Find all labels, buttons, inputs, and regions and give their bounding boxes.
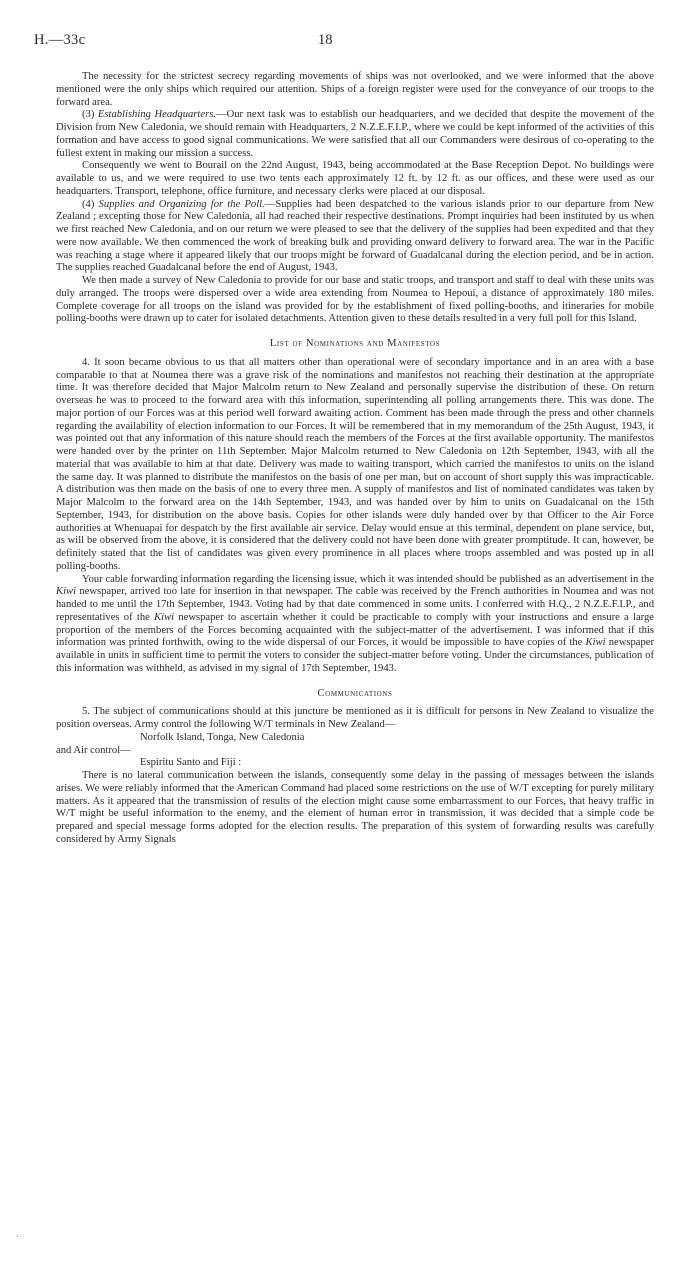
- paragraph-text: Your cable forwarding information regarding the licensing issue, which it was intended should be published as an advertisement in the: [82, 573, 654, 585]
- paragraph-ships-secrecy: The necessity for the strictest secrecy regarding movements of ships was not overlooked, and we were informed that the above mentioned were the only ships which required our attention. Ships of a foreign register were used for the conveyance of our troops to the forward area.: [56, 71, 654, 108]
- paragraph-survey: We then made a survey of New Caledonia to provide for our base and static troops, and transport and staff to deal with these units was duly arranged. The troops were dispersed over a wide area extending from Noumea to Hepoui, a distance of approximately 180 miles. Complete coverage for all troops on the island was provided for by the establishment of fixed polling-booths, and itineraries for mobile polling-booths were drawn up to cater for isolated detachments. Attention given to these details resulted in a very full poll for this Island.: [56, 275, 654, 325]
- paragraph-supplies: [56, 199, 654, 276]
- air-terminals-list: Espiritu Santo and Fiji :: [140, 757, 242, 769]
- margin-dot: [17, 1236, 18, 1237]
- air-control-intro: and Air control—: [56, 744, 131, 756]
- paragraph-lateral-communication: There is no lateral communication between the islands, consequently some delay in the passing of messages between the islands arises. We were reliably informed that the American Command had placed some restrictions on the use of W/T excepting for purely military matters. As it appeared that the transmission of results of the election might cause some embarrassment to our Forces, that heavy traffic in W/T might be useful information to the enemy, and the element of human error in transmission, it was decided that a simple code be prepared and special message forms adopted for the election results. The preparation of this system of forwarding results was carefully considered by Army Signals: [56, 770, 654, 845]
- page-number: 18: [318, 32, 333, 48]
- paragraph-text: newspaper to ascertain whether it could be practicable to comply with your instructions and ensure a large proportion of the members of the Forces becoming acquainted with the subject-matter of the advertisement. I was informed that if this information was printed forthwith, owing to the wide dispersal of our Forces, it would be impossible to have copies of the: [56, 611, 654, 649]
- subheading-establishing-headquarters: Establishing Headquarters.: [97, 109, 216, 121]
- newspaper-name: Kiwi: [585, 637, 606, 649]
- paragraph-bourail: Consequently we went to Bourail on the 22nd August, 1943, being accommodated at the Base Reception Depot. No buildings were available to us, and we were required to use two tents each approximately 12 ft. by 12 ft. as our offices, and these were used as our headquarters. Transport, telephone, office furniture, and necessary clerks were placed at our disposal.: [56, 160, 654, 197]
- item-number: (3): [82, 109, 98, 121]
- section-heading-nominations: List of Nominations and Manifestos: [269, 338, 441, 349]
- paragraph-text: newspaper available in units in sufficient time to permit the voters to consider the subject-matter before voting. Under the circumstances, publication of this information was withheld, as advised in my signal of 17th September, 1943.: [56, 637, 654, 674]
- paragraph-text: —Supplies had been despatched to the various islands prior to our departure from New Zealand ; excepting those for New Caledonia, all had reached their respective destinations. Prompt inquiries had been instituted by us when we first reached New Caledonia, and on our return we were pleased to see that the delivery of the supplies had been expedited and that they were now available. We then commenced the work of breaking bulk and providing onward delivery to forward area. The war in the Pacific was reaching a stage where it appeared likely that our troops might be forward of Guadalcanal during the election period, and be in action. The supplies reached Guadalcanal before the end of August, 1943.: [56, 198, 654, 274]
- item-number: (4): [82, 198, 99, 210]
- document-page: [34, 30, 654, 847]
- running-header: [34, 30, 654, 58]
- newspaper-name: Kiwi: [154, 611, 175, 623]
- newspaper-name: Kiwi: [56, 586, 77, 598]
- paragraph-establishing-headquarters: [56, 109, 654, 160]
- paragraph-licensing-cable: [56, 574, 654, 676]
- army-terminals-list: Norfolk Island, Tonga, New Caledonia: [140, 731, 305, 743]
- paragraph-text: —Our next task was to establish our headquarters, and we decided that despite the movement of the Division from New Caledonia, we should remain with Headquarters, 2 N.Z.E.F.I.P., where we could be kept informed of the activities of this formation and have access to good signal communications. We were satisfied that all our Commanders were desirous of co-operating to the fullest extent in making our mission a success.: [56, 109, 654, 159]
- paragraph-nominations: 4. It soon became obvious to us that all matters other than operational were of secondary importance and in an area with a base comparable to that at Noumea there was a grave risk of the nominations and manifestos not reaching their destination at the appropriate time. It was therefore decided that Major Malcolm return to New Zealand and personally supervise the distribution of these. On return overseas he was to proceed to the forward area with this information, superintending all polling arrangements there. This was done. The major portion of our Forces was at this period well forward awaiting action. Comment has been made through the press and other channels regarding the availability of election information to our Forces. It will be remembered that in my memorandum of the 25th August, 1943, it was pointed out that any information of this nature should reach the members of the Forces at the first available opportunity. The manifestos were handed over by the printer on 11th September. Major Malcolm returned to New Caledonia on 12th September, 1943, with all the material that was available to him at that date. Delivery was made to waiting transport, which carried the manifestos to units on the island the same day. It was planned to distribute the manifestos on the basis of one per man, but on account of short supply this was impracticable. A distribution was then made on the basis of one to every three men. A supply of manifestos and list of nominated candidates was taken by Major Malcolm to the forward area on the 14th September, 1943, and was handed over by him to units on Guadalcanal on the 15th September, 1943, for distribution on the above basis. Copies for other islands were duly handed over by that Officer to the Air Force authorities at Whenuapai for despatch by the first available air service. Delay would ensue at this terminal, dependent on plane service, but, as will be observed from the above, it is considered that the delivery could not have been done with greater promptitude. It can, however, be definitely stated that the list of candidates was given every prominence in all places where troops assembled and was posted up in all polling-booths.: [56, 356, 654, 572]
- subheading-supplies: Supplies and Organizing for the Poll.: [98, 198, 265, 210]
- paragraph-text: newspaper, arrived too late for insertion in that newspaper. The cable was received by the French authorities in Noumea and was not handed to me until the 17th September, 1943. Voting had by that date commenced in some units. I conferred with H.Q., 2 N.Z.E.F.I.P., and representatives of the: [56, 586, 654, 623]
- paragraph-communications: 5. The subject of communications should at this juncture be mentioned as it is difficult for persons in New Zealand to visualize the position overseas. Army control the following W/T terminals in New Zealand—: [56, 706, 654, 730]
- document-id: H.—33c: [34, 32, 86, 48]
- section-heading-communications: Communications: [317, 687, 393, 699]
- document-body: [56, 71, 654, 847]
